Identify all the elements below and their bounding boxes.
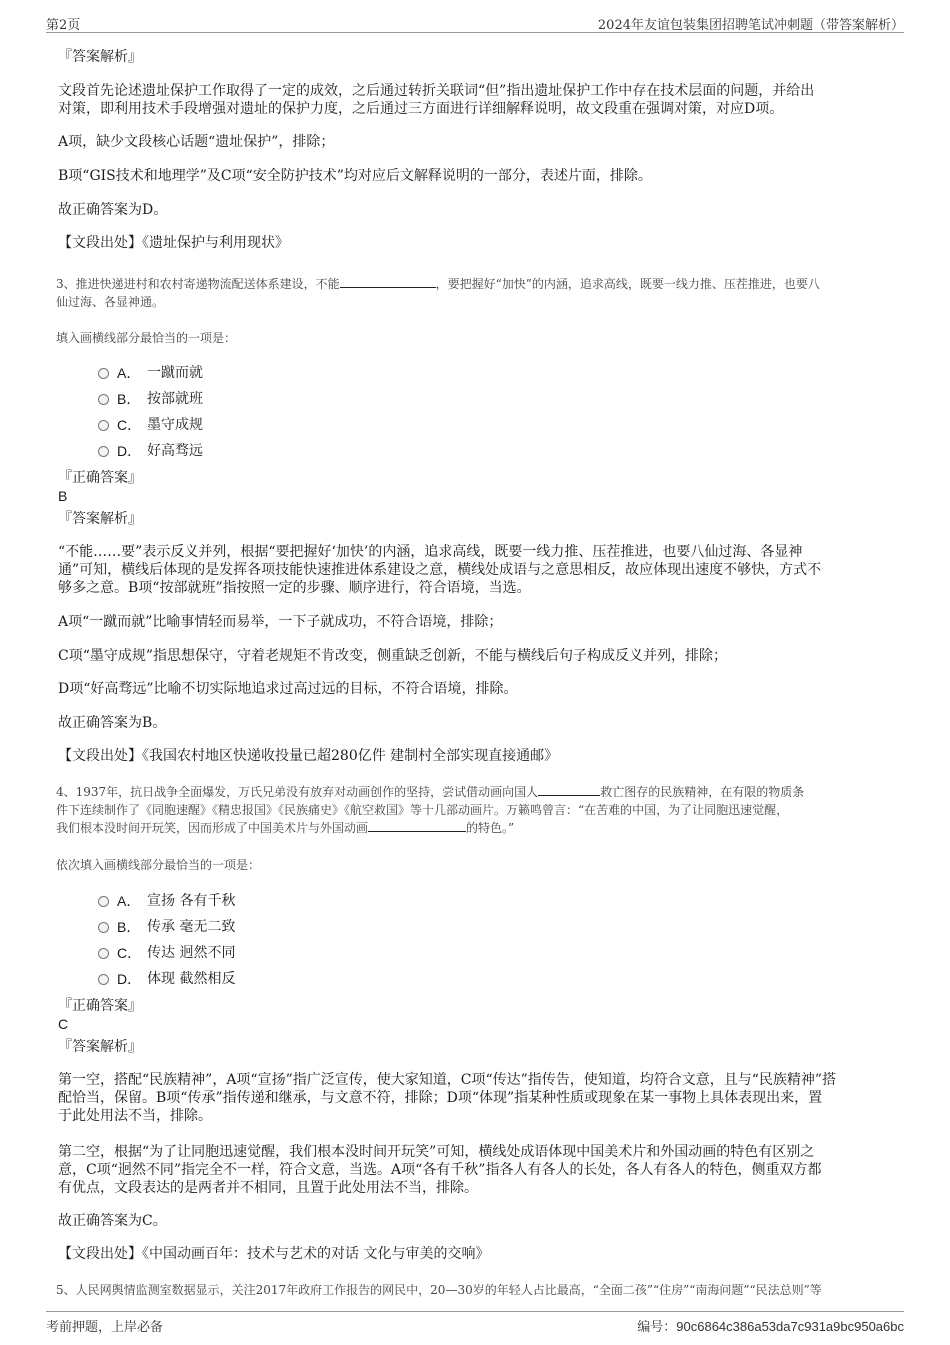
q3-option-c[interactable]: C． 墨守成规	[98, 416, 203, 434]
page-number: 第2页	[46, 18, 81, 33]
q4-blank-2	[368, 819, 466, 832]
q2-conclusion: 故正确答案为D。	[58, 202, 168, 218]
q3-analysis-label: 『答案解析』	[58, 511, 142, 527]
q3-blank	[340, 275, 436, 288]
q3-option-b[interactable]: B． 按部就班	[98, 390, 203, 408]
q4-analysis-p1-line1: 第一空，搭配“民族精神”，A项“宣扬”指广泛宣传，使大家知道，C项“传达”指传告，使知道，均符合文意，且与“民族精神”搭	[58, 1072, 837, 1088]
q4-analysis-p2-line2: 意，C项“迥然不同”指完全不一样，符合文意，当选。A项“各有千秋”指各人有各人的长处，各人有各人的特色，侧重双方都	[58, 1162, 822, 1178]
q3-correct-label: 『正确答案』	[58, 470, 142, 486]
q4-correct-label: 『正确答案』	[58, 998, 142, 1014]
footer-slogan: 考前押题，上岸必备	[46, 1320, 164, 1335]
q3-option-d[interactable]: D． 好高骛远	[98, 442, 203, 460]
q4-option-b[interactable]: B． 传承 毫无二致	[98, 918, 235, 936]
q4-stem: 4、1937年，抗日战争全面爆发，万氏兄弟没有放弃对动画创作的坚持，尝试借动画向国人 救亡图存的民族精神，在有限的物质条 件下连续制作了《同胞速醒》《精忠报国》《民族痛史》《航空救国》等十几部动画片。万籁鸣曾言：“在苦难的中国，为了让同胞迅速觉醒， 我们根本没时间开玩笑，因而形成了中国美术片与外国动画 的特色。”	[56, 785, 805, 835]
q4-option-d[interactable]: D． 体现 截然相反	[98, 970, 235, 988]
q2-source: 【文段出处】《遗址保护与利用现状》	[58, 235, 289, 251]
q3-correct-answer: B	[58, 488, 68, 504]
radio-icon[interactable]	[98, 446, 109, 457]
q4-correct-answer: C	[58, 1016, 69, 1032]
q2-analysis-p1-line2: 对策，即利用技术手段增强对遗址的保护力度，之后通过三方面进行详细解释说明，故文段重在强调对策，对应D项。	[58, 101, 784, 117]
q4-conclusion: 故正确答案为C。	[58, 1213, 167, 1229]
radio-icon[interactable]	[98, 394, 109, 405]
q3-analysis-p4: D项“好高骛远”比喻不切实际地追求过高过远的目标，不符合语境，排除。	[58, 681, 518, 697]
q2-analysis-p3: B项“GIS技术和地理学”及C项“安全防护技术”均对应后文解释说明的一部分，表述片面，排除。	[58, 168, 652, 184]
q4-source: 【文段出处】《中国动画百年：技术与艺术的对话 文化与审美的交响》	[58, 1246, 490, 1262]
radio-icon[interactable]	[98, 420, 109, 431]
q5-stem: 5、人民网舆情监测室数据显示，关注2017年政府工作报告的网民中，20—30岁的年轻人占比最高，“全面二孩”“住房”“南海问题”“民法总则”等	[56, 1283, 822, 1297]
q3-analysis-p2: A项“一蹴而就”比喻事情轻而易举，一下子就成功，不符合语境，排除；	[58, 614, 503, 630]
q3-conclusion: 故正确答案为B。	[58, 715, 167, 731]
radio-icon[interactable]	[98, 974, 109, 985]
q4-analysis-p1-line2: 配恰当，保留。B项“传承”指传递和继承，与文意不符，排除；D项“体现”指某种性质或现象在某一事物上具体表现出来，置	[58, 1090, 823, 1106]
radio-icon[interactable]	[98, 896, 109, 907]
q4-analysis-p2-line3: 有优点，文段表达的是两者并不相同，且置于此处用法不当，排除。	[58, 1180, 478, 1196]
q4-option-c[interactable]: C． 传达 迥然不同	[98, 944, 235, 962]
page-footer	[46, 1311, 904, 1334]
q2-analysis-label: 『答案解析』	[58, 49, 142, 65]
radio-icon[interactable]	[98, 922, 109, 933]
q3-stem: 3、推进快递进村和农村寄递物流配送体系建设，不能 ，要把握好“加快”的内涵，追求高线，既要一线力推、压茬推进，也要八 仙过海、各显神通。	[56, 277, 820, 309]
document-title: 2024年友谊包装集团招聘笔试冲刺题（带答案解析）	[597, 18, 904, 33]
q3-analysis-p1-line2: 通”可知，横线后体现的是发挥各项技能快速推进体系建设之意，横线处成语与之意思相反，故应体现出速度不够快，方式不	[58, 562, 822, 578]
q3-analysis-p1-line1: “不能……要”表示反义并列，根据“要把握好‘加快’的内涵，追求高线，既要一线力推、压茬推进，也要八仙过海、各显神	[58, 544, 803, 560]
q4-blank-1	[538, 783, 600, 796]
q3-source: 【文段出处】《我国农村地区快递收投量已超280亿件 建制村全部实现直接通邮》	[58, 748, 559, 764]
q4-analysis-label: 『答案解析』	[58, 1039, 142, 1055]
q3-analysis-p1-line3: 够多之意。B项“按部就班”指按照一定的步骤、顺序进行，符合语境，当选。	[58, 580, 531, 596]
footer-code: 编号：90c6864c386a53da7c931a9bc950a6bc	[637, 1319, 904, 1335]
q2-analysis-p1-line1: 文段首先论述遗址保护工作取得了一定的成效，之后通过转折关联词“但”指出遗址保护工作中存在技术层面的问题，并给出	[58, 83, 815, 99]
q4-analysis-p2-line1: 第二空，根据“为了让同胞迅速觉醒，我们根本没时间开玩笑”可知，横线处成语体现中国美术片和外国动画的特色有区别之	[58, 1144, 815, 1160]
radio-icon[interactable]	[98, 948, 109, 959]
q2-analysis-p2: A项，缺少文段核心话题“遗址保护”，排除；	[58, 134, 335, 150]
q3-option-a[interactable]: A． 一蹴而就	[98, 364, 203, 382]
q3-analysis-p3: C项“墨守成规”指思想保守，守着老规矩不肯改变，侧重缺乏创新，不能与横线后句子构成反义并列，排除；	[58, 648, 728, 664]
q4-option-a[interactable]: A． 宣扬 各有千秋	[98, 892, 235, 910]
page-header	[46, 12, 904, 33]
q4-prompt: 依次填入画横线部分最恰当的一项是：	[56, 858, 261, 872]
q4-analysis-p1-line3: 于此处用法不当，排除。	[58, 1108, 212, 1124]
radio-icon[interactable]	[98, 368, 109, 379]
q3-prompt: 填入画横线部分最恰当的一项是：	[56, 331, 237, 345]
